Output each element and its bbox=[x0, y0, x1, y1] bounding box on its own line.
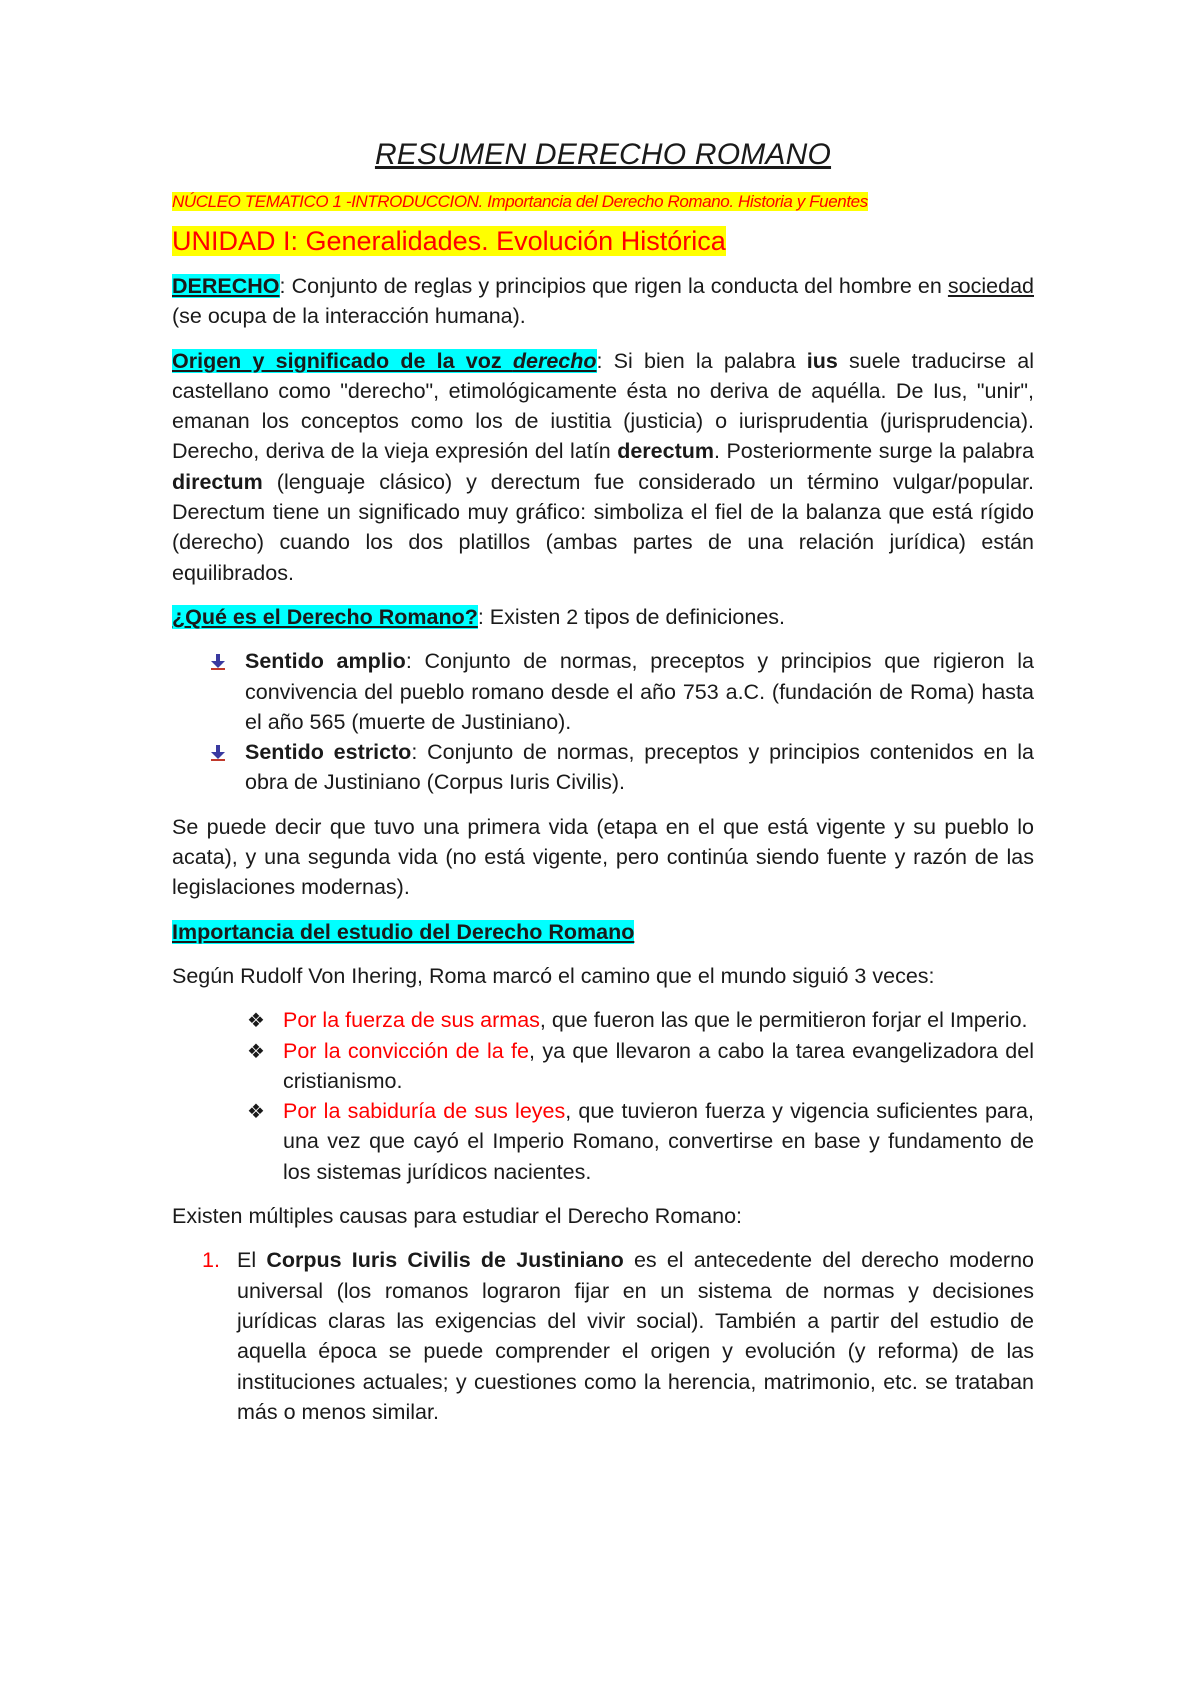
origen-paragraph bbox=[172, 346, 1034, 588]
origen-term-b: derecho bbox=[512, 348, 597, 373]
sentido-amplio-label: Sentido amplio bbox=[245, 649, 406, 674]
list-item bbox=[172, 1096, 1034, 1187]
vez-text: , ya que llevaron a cabo la tarea evangelizadora del cristianismo. bbox=[283, 1038, 1034, 1093]
diamond-bullet-icon: ❖ bbox=[247, 1101, 265, 1124]
ihering-intro: Según Rudolf Von Ihering, Roma marcó el camino que el mundo siguió 3 veces: bbox=[172, 963, 935, 988]
diamond-bullet-icon: ❖ bbox=[247, 1010, 265, 1033]
origen-term-a: Origen y significado de la voz bbox=[172, 348, 513, 373]
corpus-iuris-bold: Corpus Iuris Civilis de Justiniano bbox=[266, 1248, 624, 1273]
vez-text: , que fueron las que le permitieron forjar el Imperio. bbox=[539, 1008, 1028, 1033]
importancia-heading: Importancia del estudio del Derecho Romano bbox=[172, 919, 635, 944]
importancia-heading-line bbox=[172, 917, 1034, 947]
que-es-term: ¿Qué es el Derecho Romano? bbox=[172, 604, 478, 629]
vez-red-text: Por la convicción de la fe bbox=[283, 1038, 529, 1063]
ius-word: ius bbox=[806, 348, 838, 373]
nucleo-tematico-line bbox=[172, 192, 1034, 212]
diamond-bullet-icon: ❖ bbox=[247, 1040, 265, 1063]
directum-word: directum bbox=[172, 469, 263, 494]
derectum-word: derectum bbox=[617, 439, 714, 464]
vez-text: , que tuvieron fuerza y vigencia suficientes para, una vez que cayó el Imperio Romano, convertirse en base y fundamento de los sistemas jurídicos nacientes. bbox=[283, 1099, 1034, 1184]
causas-list bbox=[172, 1245, 1034, 1427]
unidad-heading-text: UNIDAD I: Generalidades. Evolución Histórica bbox=[172, 226, 726, 256]
derecho-text-1: : Conjunto de reglas y principios que rigen la conducta del hombre en bbox=[279, 274, 948, 298]
definiciones-list bbox=[172, 646, 1034, 797]
vez-red-text: Por la sabiduría de sus leyes bbox=[283, 1099, 566, 1124]
origen-text-1: : Si bien la palabra bbox=[596, 348, 807, 373]
sociedad-word: sociedad bbox=[947, 274, 1034, 298]
arrow-down-bullet-icon bbox=[210, 745, 226, 761]
que-es-text: : Existen 2 tipos de definiciones. bbox=[477, 604, 786, 629]
veces-list bbox=[172, 1005, 1034, 1187]
vez-red-text: Por la fuerza de sus armas bbox=[283, 1008, 540, 1033]
arrow-down-bullet-icon bbox=[210, 654, 226, 670]
derecho-text-2: (se ocupa de la interacción humana). bbox=[172, 304, 526, 329]
derecho-term: DERECHO bbox=[172, 274, 280, 298]
origen-text-3: . Posteriormente surge la palabra bbox=[714, 439, 1034, 464]
list-item bbox=[172, 737, 1034, 798]
nucleo-tematico-text: NÚCLEO TEMATICO 1 -INTRODUCCION. Importancia del Derecho Romano. Historia y Fuentes bbox=[172, 192, 868, 211]
sentido-amplio-text: : Conjunto de normas, preceptos y principios que rigieron la convivencia del pueblo romano desde el año 753 a.C. (fundación de Roma) hasta el año 565 (muerte de Justiniano). bbox=[245, 649, 1035, 734]
list-item bbox=[172, 1005, 1034, 1035]
causa-text: es el antecedente del derecho moderno universal (los romanos lograron fijar en un sistema de normas y decisiones jurídicas claras las exigencias del vivir social). También a partir del estudio de aquella época se puede comprender el origen y evolución (y reforma) de las instituciones actuales; y cuestiones como la herencia, matrimonio, etc. se trataban más o menos similar. bbox=[237, 1248, 1034, 1424]
document-page bbox=[172, 138, 1034, 1441]
sentido-estricto-text: : Conjunto de normas, preceptos y principios contenidos en la obra de Justiniano (Corpus Iuris Civilis). bbox=[245, 740, 1034, 795]
primera-vida-paragraph: Se puede decir que tuvo una primera vida (etapa en el que está vigente y su pueblo lo acata), y una segunda vida (no está vigente, pero continúa siendo fuente y razón de las legislaciones modernas). bbox=[172, 814, 1034, 900]
origen-text-2: suele traducirse al castellano como "derecho", etimológicamente ésta no deriva de aquélla. De Ius, "unir", emanan los conceptos como los de iustitia (justicia) o iurisprudentia (jurisprudencia). Derecho, deriva de la vieja expresión del latín bbox=[172, 348, 1035, 464]
list-item bbox=[172, 1036, 1034, 1097]
derecho-definition bbox=[172, 271, 1034, 332]
list-item bbox=[172, 646, 1034, 737]
origen-text-4: (lenguaje clásico) y derectum fue considerado un término vulgar/popular. Derectum tiene un significado muy gráfico: simboliza el fiel de la balanza que está rígido (derecho) cuando los dos platillos (ambas partes de una relación jurídica) están equilibrados. bbox=[172, 469, 1034, 585]
origen-term bbox=[172, 349, 597, 373]
causa-pre: El bbox=[237, 1248, 267, 1273]
sentido-estricto-label: Sentido estricto bbox=[245, 740, 412, 765]
que-es-paragraph bbox=[172, 602, 1034, 632]
causas-intro: Existen múltiples causas para estudiar el Derecho Romano: bbox=[172, 1204, 743, 1229]
document-title: RESUMEN DERECHO ROMANO bbox=[374, 138, 832, 171]
list-item bbox=[172, 1245, 1034, 1427]
unidad-heading bbox=[172, 226, 1034, 257]
list-number: 1. bbox=[202, 1248, 220, 1273]
